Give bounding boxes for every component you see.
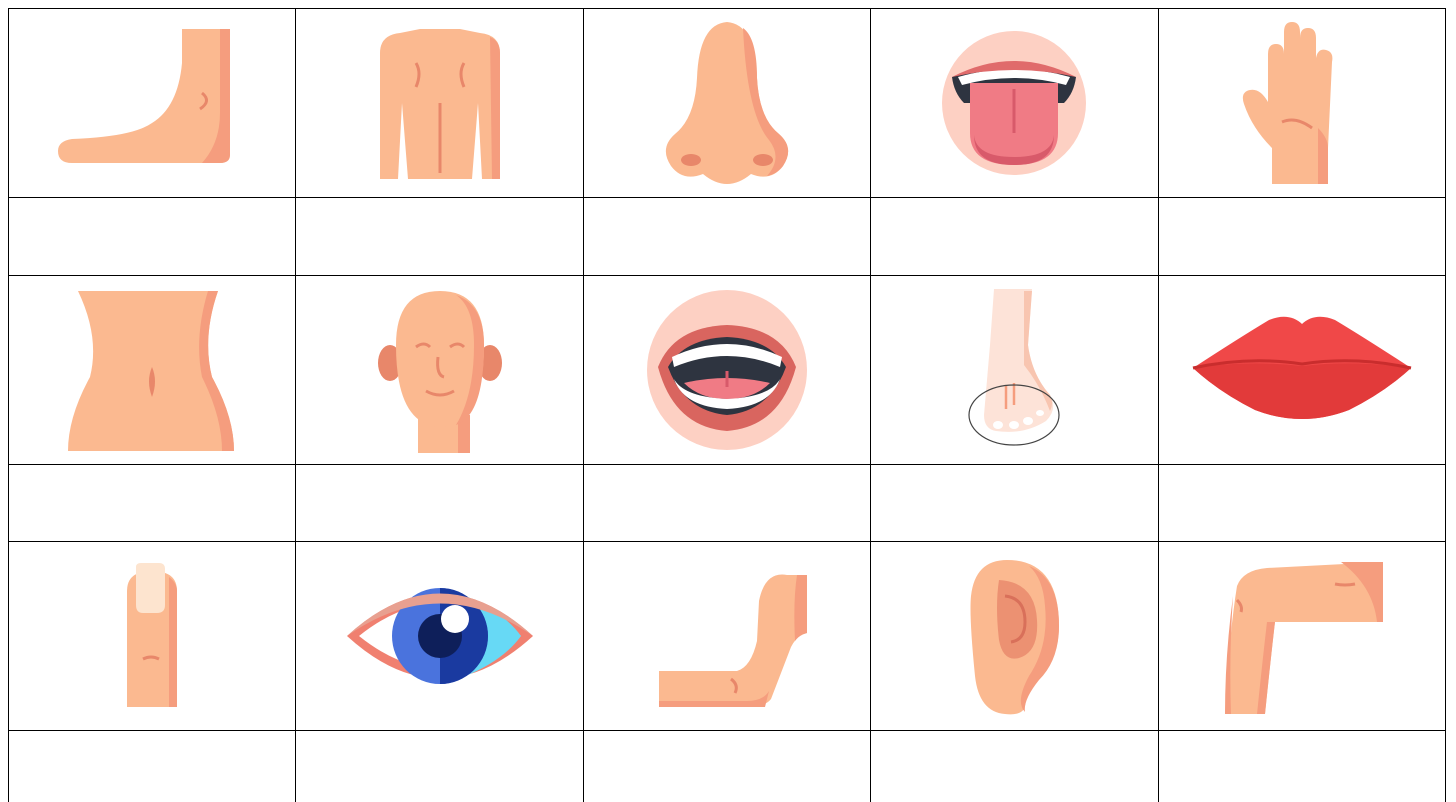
label-cell[interactable] [296, 731, 583, 802]
tongue-icon [934, 23, 1094, 183]
label-row [9, 731, 1446, 802]
label-row [9, 464, 1446, 542]
picture-grid [8, 8, 1446, 802]
hand-icon [1232, 18, 1372, 188]
knee-icon [1217, 556, 1387, 716]
picture-cell [871, 542, 1158, 731]
label-cell[interactable] [9, 464, 296, 542]
label-cell[interactable] [871, 464, 1158, 542]
picture-cell [296, 275, 583, 464]
foot-icon [52, 23, 252, 183]
picture-row [9, 9, 1446, 198]
label-cell[interactable] [871, 197, 1158, 275]
eye-icon [343, 571, 537, 701]
picture-cell [583, 542, 870, 731]
ear-icon [959, 556, 1069, 716]
nose-icon [647, 18, 807, 188]
label-cell[interactable] [1158, 731, 1445, 802]
head-icon [370, 285, 510, 455]
teeth-icon [644, 287, 810, 453]
picture-cell [1158, 542, 1445, 731]
picture-cell [9, 542, 296, 731]
picture-cell [871, 9, 1158, 198]
label-cell[interactable] [583, 464, 870, 542]
picture-cell [9, 9, 296, 198]
picture-cell [583, 275, 870, 464]
label-cell[interactable] [583, 197, 870, 275]
lips-icon [1189, 310, 1415, 430]
label-cell[interactable] [9, 197, 296, 275]
picture-cell [1158, 275, 1445, 464]
back-icon [360, 23, 520, 183]
label-cell[interactable] [583, 731, 870, 802]
picture-cell [9, 275, 296, 464]
picture-cell [1158, 9, 1445, 198]
picture-cell [583, 9, 870, 198]
label-cell[interactable] [1158, 197, 1445, 275]
arm-icon [647, 561, 807, 711]
picture-cell [871, 275, 1158, 464]
finger-icon [117, 561, 187, 711]
picture-cell [296, 542, 583, 731]
picture-cell [296, 9, 583, 198]
label-cell[interactable] [296, 197, 583, 275]
label-cell[interactable] [296, 464, 583, 542]
toes-icon [954, 285, 1074, 455]
picture-row [9, 275, 1446, 464]
label-row [9, 197, 1446, 275]
belly-icon [62, 287, 242, 453]
label-cell[interactable] [871, 731, 1158, 802]
label-cell[interactable] [9, 731, 296, 802]
picture-row [9, 542, 1446, 731]
label-cell[interactable] [1158, 464, 1445, 542]
